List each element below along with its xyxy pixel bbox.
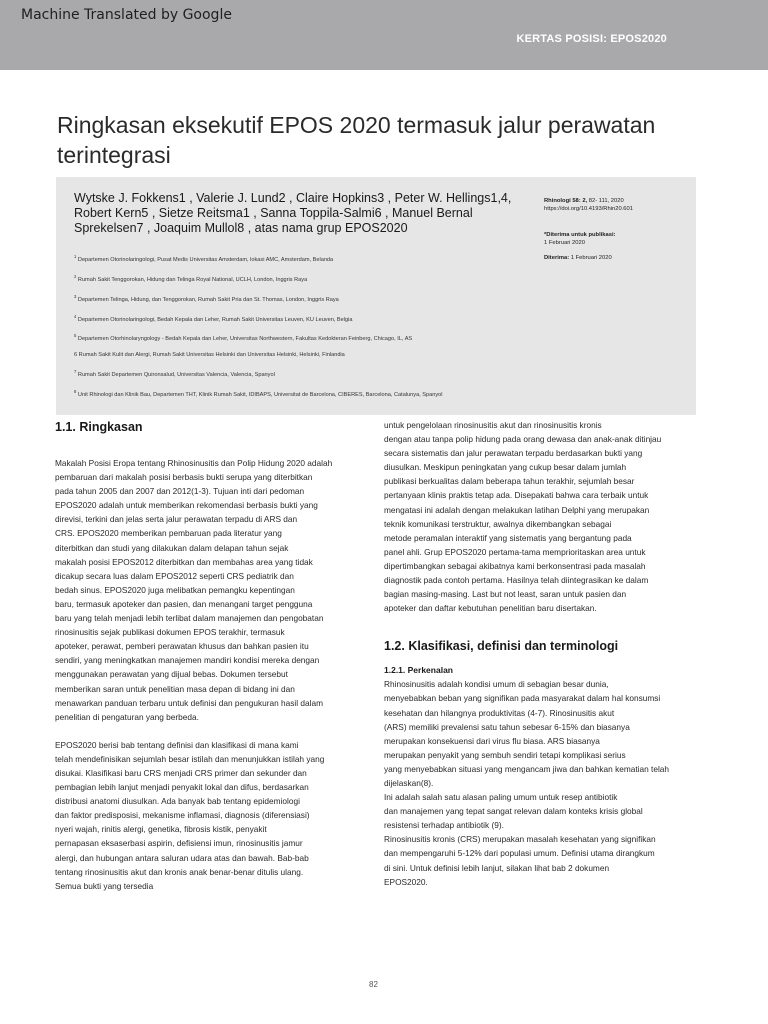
affiliation-item: $^8$ Unit Rhinologi dan Klinik Bau, Departemen THT, Klinik Rumah Sakit, IDIBAPS, Universitat de Barcelona, CIBERES, Barcelona, Catalunya, Spanyol: [74, 389, 443, 399]
affiliation-item: $^4$ Departemen Otorinolaringologi, Bedah Kepala dan Leher, Rumah Sakit Universitas Leuven, KU Leuven, Belgia: [74, 313, 353, 323]
received-info: *Diterima untuk publikasi: 1 Februari 2020: [544, 232, 616, 246]
introduction-paragraph: Rhinosinusitis adalah kondisi umum di sebagian besar dunia, menyebabkan beban yang signifikan pada masyarakat dalam hal konsumsi kesehatan dan hilangnya produktivitas (4-7). Rinosinusitis akut (ARS) memiliki prevalensi satu tahun sebesar 6-15% dan biasanya merupakan konsekuensi dari virus flu biasa. ARS biasanya merupakan penyakit yang sembuh sendiri tetapi komplikasi serius yang menyebabkan situasi yang mengancam jiwa dan bahkan kematian telah dijelaskan(8). Ini adalah salah satu alasan paling umum untuk resep antibiotik dan manajemen yang tepat sangat relevan dalam konteks krisis global resistensi terhadap antibiotik (9). Rinosinusitis kronis (CRS) merupakan masalah kesehatan yang signifikan dan mempengaruhi 5-12% dari populasi umum. Definisi utama dirangkum di sini. Untuk definisi lebih lanjut, silakan lihat bab 2 dokumen EPOS2020.: [384, 679, 670, 887]
affiliation-item: $^1$ Departemen Otorinolaringologi, Pusat Medis Universitas Amsterdam, lokasi AMC, Amsterdam, Belanda: [74, 254, 334, 263]
author-list: Wytske J. Fokkens1 , Valerie J. Lund2 , Claire Hopkins3 , Peter W. Hellings1,4, Robert Kern5 , Sietze Reitsma1 , Sanna Toppila-Salmi6 , Manuel Bernal Sprekelsen7 , Joaquim Mullol8 , atas nama grup EPOS2020: [74, 191, 512, 235]
section-heading-summary: 1.1. Ringkasan: [55, 420, 143, 434]
header-bar: [0, 0, 768, 70]
summary-paragraph-1: Makalah Posisi Eropa tentang Rhinosinusitis dan Polip Hidung 2020 adalah pembaruan dari makalah posisi berbasis bukti serupa yang diterbitkan pada tahun 2005 dan 2007 dan 2012(1-3). Tujuan inti dari pedoman EPOS2020 adalah untuk memberikan rekomendasi berbasis bukti yang direvisi, terkini dan jelas serta jalur perawatan terpadu di ARS dan CRS. EPOS2020 memberikan pembaruan pada literatur yang diterbitkan dan studi yang dilakukan dalam delapan tahun sejak makalah posisi EPOS2012 diterbitkan dan membahas area yang tidak dicakup secara luas dalam EPOS2012 seperti CRS pediatrik dan bedah sinus. EPOS2020 juga melibatkan pemangku kepentingan baru, termasuk apoteker dan pasien, dan menangani target pengguna baru yang telah menjadi lebih terlibat dalam manajemen dan pengobatan rinosinusitis sejak publikasi dokumen EPOS terakhir, termasuk apoteker, perawat, pemberi perawatan khusus dan bahkan pasien itu sendiri, yang meningkatkan manajemen mandiri kondisi mereka dengan menggunakan perawatan yang dijual bebas. Dokumen tersebut memberikan saran untuk penelitian masa depan di bidang ini dan menawarkan panduan terbaru untuk definisi dan pengukuran hasil dalam penelitian di pengaturan yang berbeda.: [55, 458, 333, 722]
section-label: KERTAS POSISI: EPOS2020: [516, 33, 667, 45]
journal-citation: Rhinologi 58: 2, 82- 111, 2020 https://doi.org/10.4193/Rhin20.601: [544, 198, 633, 212]
author-info-box: [56, 177, 696, 415]
section-heading-classification: 1.2. Klasifikasi, definisi dan terminologi: [384, 639, 619, 654]
summary-paragraph-2: EPOS2020 berisi bab tentang definisi dan klasifikasi di mana kami telah mendefinisikan sejumlah besar istilah dan menunjukkan istilah yang disukai. Klasifikasi baru CRS menjadi CRS primer dan sekunder dan pembagian lebih lanjut menjadi penyakit lokal dan difus, berdasarkan distribusi anatomi diusulkan. Ada banyak bab tentang epidemiologi dan faktor predisposisi, mekanisme inflamasi, diagnosis (diferensiasi) nyeri wajah, rinitis alergi, genetika, fibrosis kistik, penyakit pernapasan eksaserbasi aspirin, defisiensi imun, rinosinusitis jamur alergi, dan hubungan antara saluran udara atas dan bawah. Bab-bab tentang rinosinusitis akut dan kronis anak benar-benar ditulis ulang. Semua bukti yang tersedia: [55, 739, 325, 891]
affiliation-item: $^2$ Rumah Sakit Tenggorokan, Hidung dan Telinga Royal National, UCLH, London, Inggris Raya: [74, 273, 308, 283]
paper-title: Ringkasan eksekutif EPOS 2020 termasuk jalur perawatan terintegrasi: [57, 112, 656, 168]
left-column: [55, 420, 365, 893]
affiliation-item: $^5$ Departemen Otorhinolaryngology - Bedah Kepala dan Leher, Universitas Northwestern, Fakultas Kedokteran Feinberg, Chicago, IL, AS: [74, 333, 413, 343]
accepted-info: Diterima: 1 Februari 2020: [544, 255, 612, 261]
page-number: 82: [369, 980, 378, 989]
affiliation-item: $^7$ Rumah Sakit Departemen Quironsalud, Universitas Valencia, Valencia, Spanyol: [74, 369, 275, 379]
summary-paragraph-3: untuk pengelolaan rinosinusitis akut dan rinosinusitis kronis dengan atau tanpa polip hidung pada orang dewasa dan anak-anak ditinjau secara sistematis dan jalur perawatan terpadu berdasarkan bukti yang diusulkan. Meskipun peningkatan yang cukup besar dalam jumlah publikasi berkualitas dalam beberapa tahun terakhir, sejumlah besar pertanyaan klinis praktis tetap ada. Disepakati bahwa cara terbaik untuk mengatasi ini adalah dengan melakukan latihan Delphi yang merupakan teknik komunikasi terstruktur, awalnya dikembangkan sebagai metode peramalan interaktif yang sistematis yang bergantung pada panel ahli. Grup EPOS2020 pertama-tama memprioritaskan area untuk dipertimbangkan sebagai akibatnya kami berkonsentrasi pada masalah diagnostik pada contoh pertama. Hasilnya telah diintegrasikan ke dalam bagian masing-masing. Last but not least, saran untuk pasien dan apoteker dan daftar kebutuhan penelitian baru disertakan.: [384, 420, 662, 614]
machine-translation-label: Machine Translated by Google: [21, 7, 232, 23]
affiliation-item: 6 Rumah Sakit Kulit dan Alergi, Rumah Sakit Universitas Helsinki dan Universitas Helsinki, Helsinki, Finlandia: [74, 352, 345, 359]
subsection-heading-introduction: 1.2.1. Perkenalan: [384, 665, 453, 676]
doi-link[interactable]: https://doi.org/10.4193/Rhin20.601: [544, 206, 633, 212]
publication-meta: [544, 197, 684, 269]
affiliation-list: [74, 253, 494, 408]
affiliation-item: $^3$ Departemen Telinga, Hidung, dan Tenggorokan, Rumah Sakit Pria dan St. Thomas, London, Inggris Raya: [74, 293, 339, 303]
right-column: [384, 422, 714, 889]
